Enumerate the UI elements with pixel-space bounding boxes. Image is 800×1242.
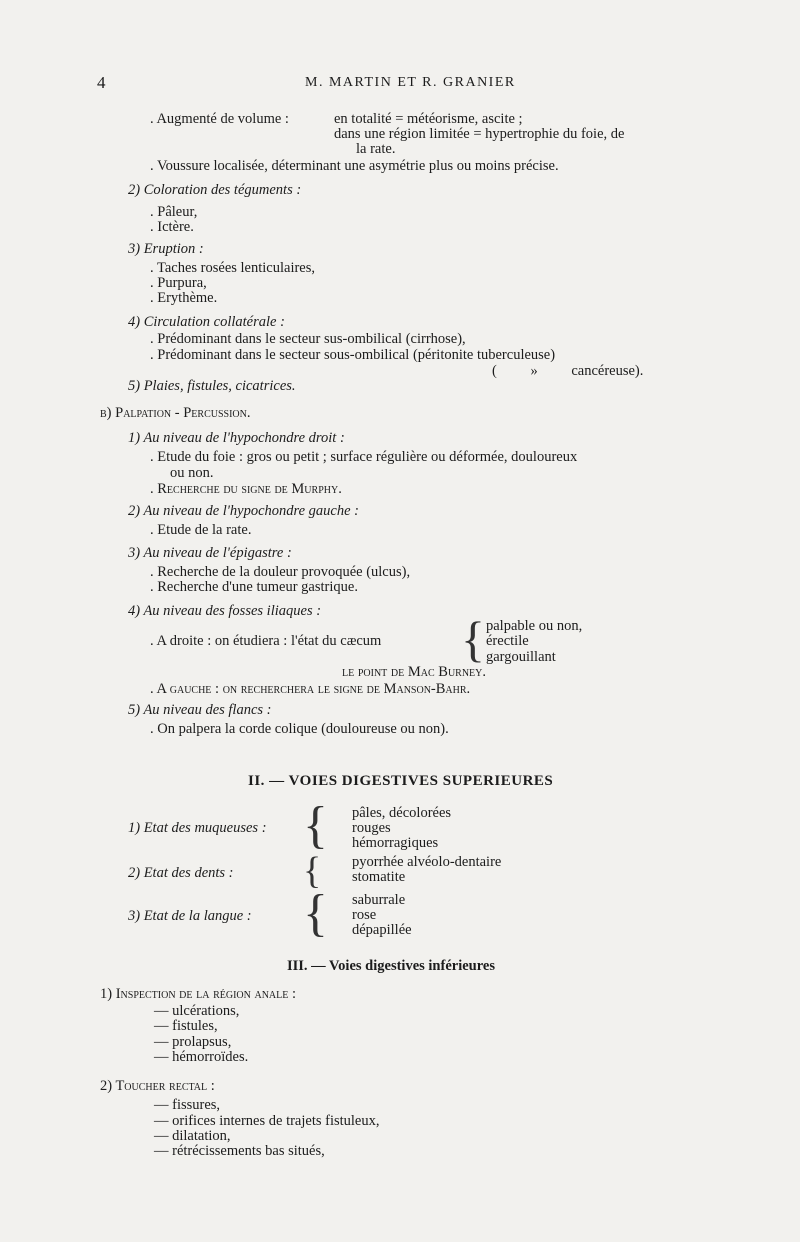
list-item: saburrale: [352, 892, 406, 908]
list-item: . Taches rosées lenticulaires,: [150, 260, 316, 276]
text-line: . Recherche d'une tumeur gastrique.: [150, 579, 358, 595]
list-item: — fissures,: [154, 1097, 221, 1113]
dents-label: 2) Etat des dents :: [128, 865, 234, 881]
list-item: — dilatation,: [154, 1128, 231, 1144]
list-item: . Pâleur,: [150, 204, 198, 220]
muqueuses-label: 1) Etat des muqueuses :: [128, 820, 267, 836]
list-item: . Purpura,: [150, 275, 207, 291]
list-item: pâles, décolorées: [352, 805, 452, 821]
coloration-title: 2) Coloration des téguments :: [128, 182, 302, 198]
flancs-title: 5) Au niveau des flancs :: [128, 702, 272, 718]
brace-icon: {: [461, 611, 485, 667]
langue-label: 3) Etat de la langue :: [128, 908, 252, 924]
text-line: . On palpera la corde colique (douloureuse ou non).: [150, 721, 449, 737]
list-item: . Prédominant dans le secteur sus-ombilical (cirrhose),: [150, 331, 466, 347]
list-item: pyorrhée alvéolo-dentaire: [352, 854, 502, 870]
fosses-title: 4) Au niveau des fosses iliaques :: [128, 603, 322, 619]
hypochondre-droit-title: 1) Au niveau de l'hypochondre droit :: [128, 430, 345, 446]
augmente-lead: . Augmenté de volume :: [150, 111, 289, 127]
list-item: dépapillée: [352, 922, 412, 938]
list-item: — rétrécissements bas situés,: [154, 1143, 325, 1159]
text-line: . Recherche de la douleur provoquée (ulcus),: [150, 564, 411, 580]
list-item: — hémorroïdes.: [154, 1049, 249, 1065]
page-number: 4: [97, 73, 107, 92]
section-2-title: II. — VOIES DIGESTIVES SUPERIEURES: [248, 773, 554, 789]
list-item: . Ictère.: [150, 219, 194, 235]
text-line: . A gauche : on recherchera le signe de Manson-Bahr.: [150, 681, 471, 697]
text-line: le point de Mac Burney.: [342, 664, 487, 680]
inspection-anale-title: 1) Inspection de la région anale :: [100, 986, 297, 1002]
plaies-title: 5) Plaies, fistules, cicatrices.: [128, 378, 296, 394]
circulation-title: 4) Circulation collatérale :: [128, 314, 285, 330]
epigastre-title: 3) Au niveau de l'épigastre :: [128, 545, 292, 561]
list-item: rose: [352, 907, 377, 923]
list-item: . Erythème.: [150, 290, 218, 306]
brace-icon: {: [303, 885, 328, 942]
running-header: M. MARTIN ET R. GRANIER: [305, 75, 516, 90]
list-item: — ulcérations,: [154, 1003, 240, 1019]
list-item: — orifices internes de trajets fistuleux,: [154, 1113, 380, 1129]
augmente-line-1: en totalité = météorisme, ascite ;: [334, 111, 523, 127]
palpation-title: b) Palpation - Percussion.: [100, 405, 251, 421]
toucher-rectal-title: 2) Toucher rectal :: [100, 1078, 215, 1094]
hypochondre-gauche-title: 2) Au niveau de l'hypochondre gauche :: [128, 503, 360, 519]
list-item: . Prédominant dans le secteur sous-ombilical (péritonite tuberculeuse): [150, 347, 556, 363]
list-item: — prolapsus,: [154, 1034, 232, 1050]
list-item: stomatite: [352, 869, 406, 885]
text-line: ou non.: [170, 465, 214, 481]
list-item: rouges: [352, 820, 391, 836]
brace-icon: {: [303, 850, 322, 892]
section-3-title: III. — Voies digestives inférieures: [287, 958, 495, 974]
augmente-line-3: la rate.: [356, 141, 396, 157]
text-line: . A droite : on étudiera : l'état du cæcum: [150, 633, 382, 649]
list-item: — fistules,: [154, 1018, 218, 1034]
eruption-title: 3) Eruption :: [128, 241, 204, 257]
list-item: gargouillant: [486, 649, 556, 665]
list-item: érectile: [486, 633, 529, 649]
list-item: hémorragiques: [352, 835, 439, 851]
text-line: . Recherche du signe de Murphy.: [150, 481, 342, 497]
text-line: . Etude de la rate.: [150, 522, 252, 538]
voussure-line: . Voussure localisée, déterminant une asymétrie plus ou moins précise.: [150, 158, 559, 174]
circulation-extra: ( » cancéreuse).: [492, 363, 644, 379]
augmente-line-2: dans une région limitée = hypertrophie du foie, de: [334, 126, 625, 142]
brace-icon: {: [303, 797, 328, 854]
list-item: palpable ou non,: [486, 618, 583, 634]
text-line: . Etude du foie : gros ou petit ; surface régulière ou déformée, douloureux: [150, 449, 578, 465]
